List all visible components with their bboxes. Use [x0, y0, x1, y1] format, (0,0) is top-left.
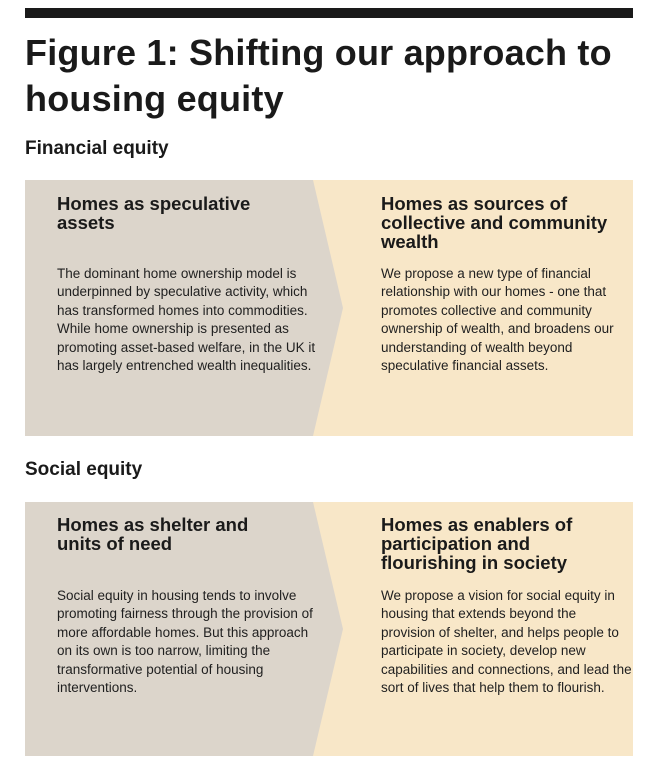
- top-rule: [25, 8, 633, 18]
- right-box-body: We propose a new type of financial relationship with our homes - one that promotes collective and community ownership of wealth, and broadens our understanding of wealth beyond speculative financial assets.: [381, 266, 614, 374]
- section-heading-financial-equity: Financial equity: [25, 138, 169, 159]
- left-box-body: The dominant home ownership model is underpinned by speculative activity, which has transformed homes into commodities. While home ownership is presented as promoting asset-based welfare, in the UK it has largely entrenched wealth inequalities.: [57, 266, 316, 374]
- right-box-title: Homes as enablers of participation and flourishing in society: [381, 514, 573, 573]
- left-box-body: Social equity in housing tends to involve promoting fairness through the provision of more affordable homes. But this approach on its own is too narrow, limiting the transformative potential of housing interventions.: [57, 588, 313, 696]
- left-box-title: Homes as shelter and units of need: [57, 514, 249, 554]
- figure-title: Figure 1: Shifting our approach to housing equity: [25, 32, 612, 119]
- right-box-title: Homes as sources of collective and community wealth: [381, 193, 608, 252]
- section-heading-social-equity: Social equity: [25, 459, 143, 480]
- right-box-body: We propose a vision for social equity in housing that extends beyond the provision of shelter, and helps people to participate in society, develop new capabilities and connections, and lead the sort of lives that help them to flourish.: [381, 588, 632, 696]
- financial-equity-panel: [25, 180, 633, 436]
- social-equity-panel: [25, 502, 633, 756]
- left-box-title: Homes as speculative assets: [57, 193, 251, 233]
